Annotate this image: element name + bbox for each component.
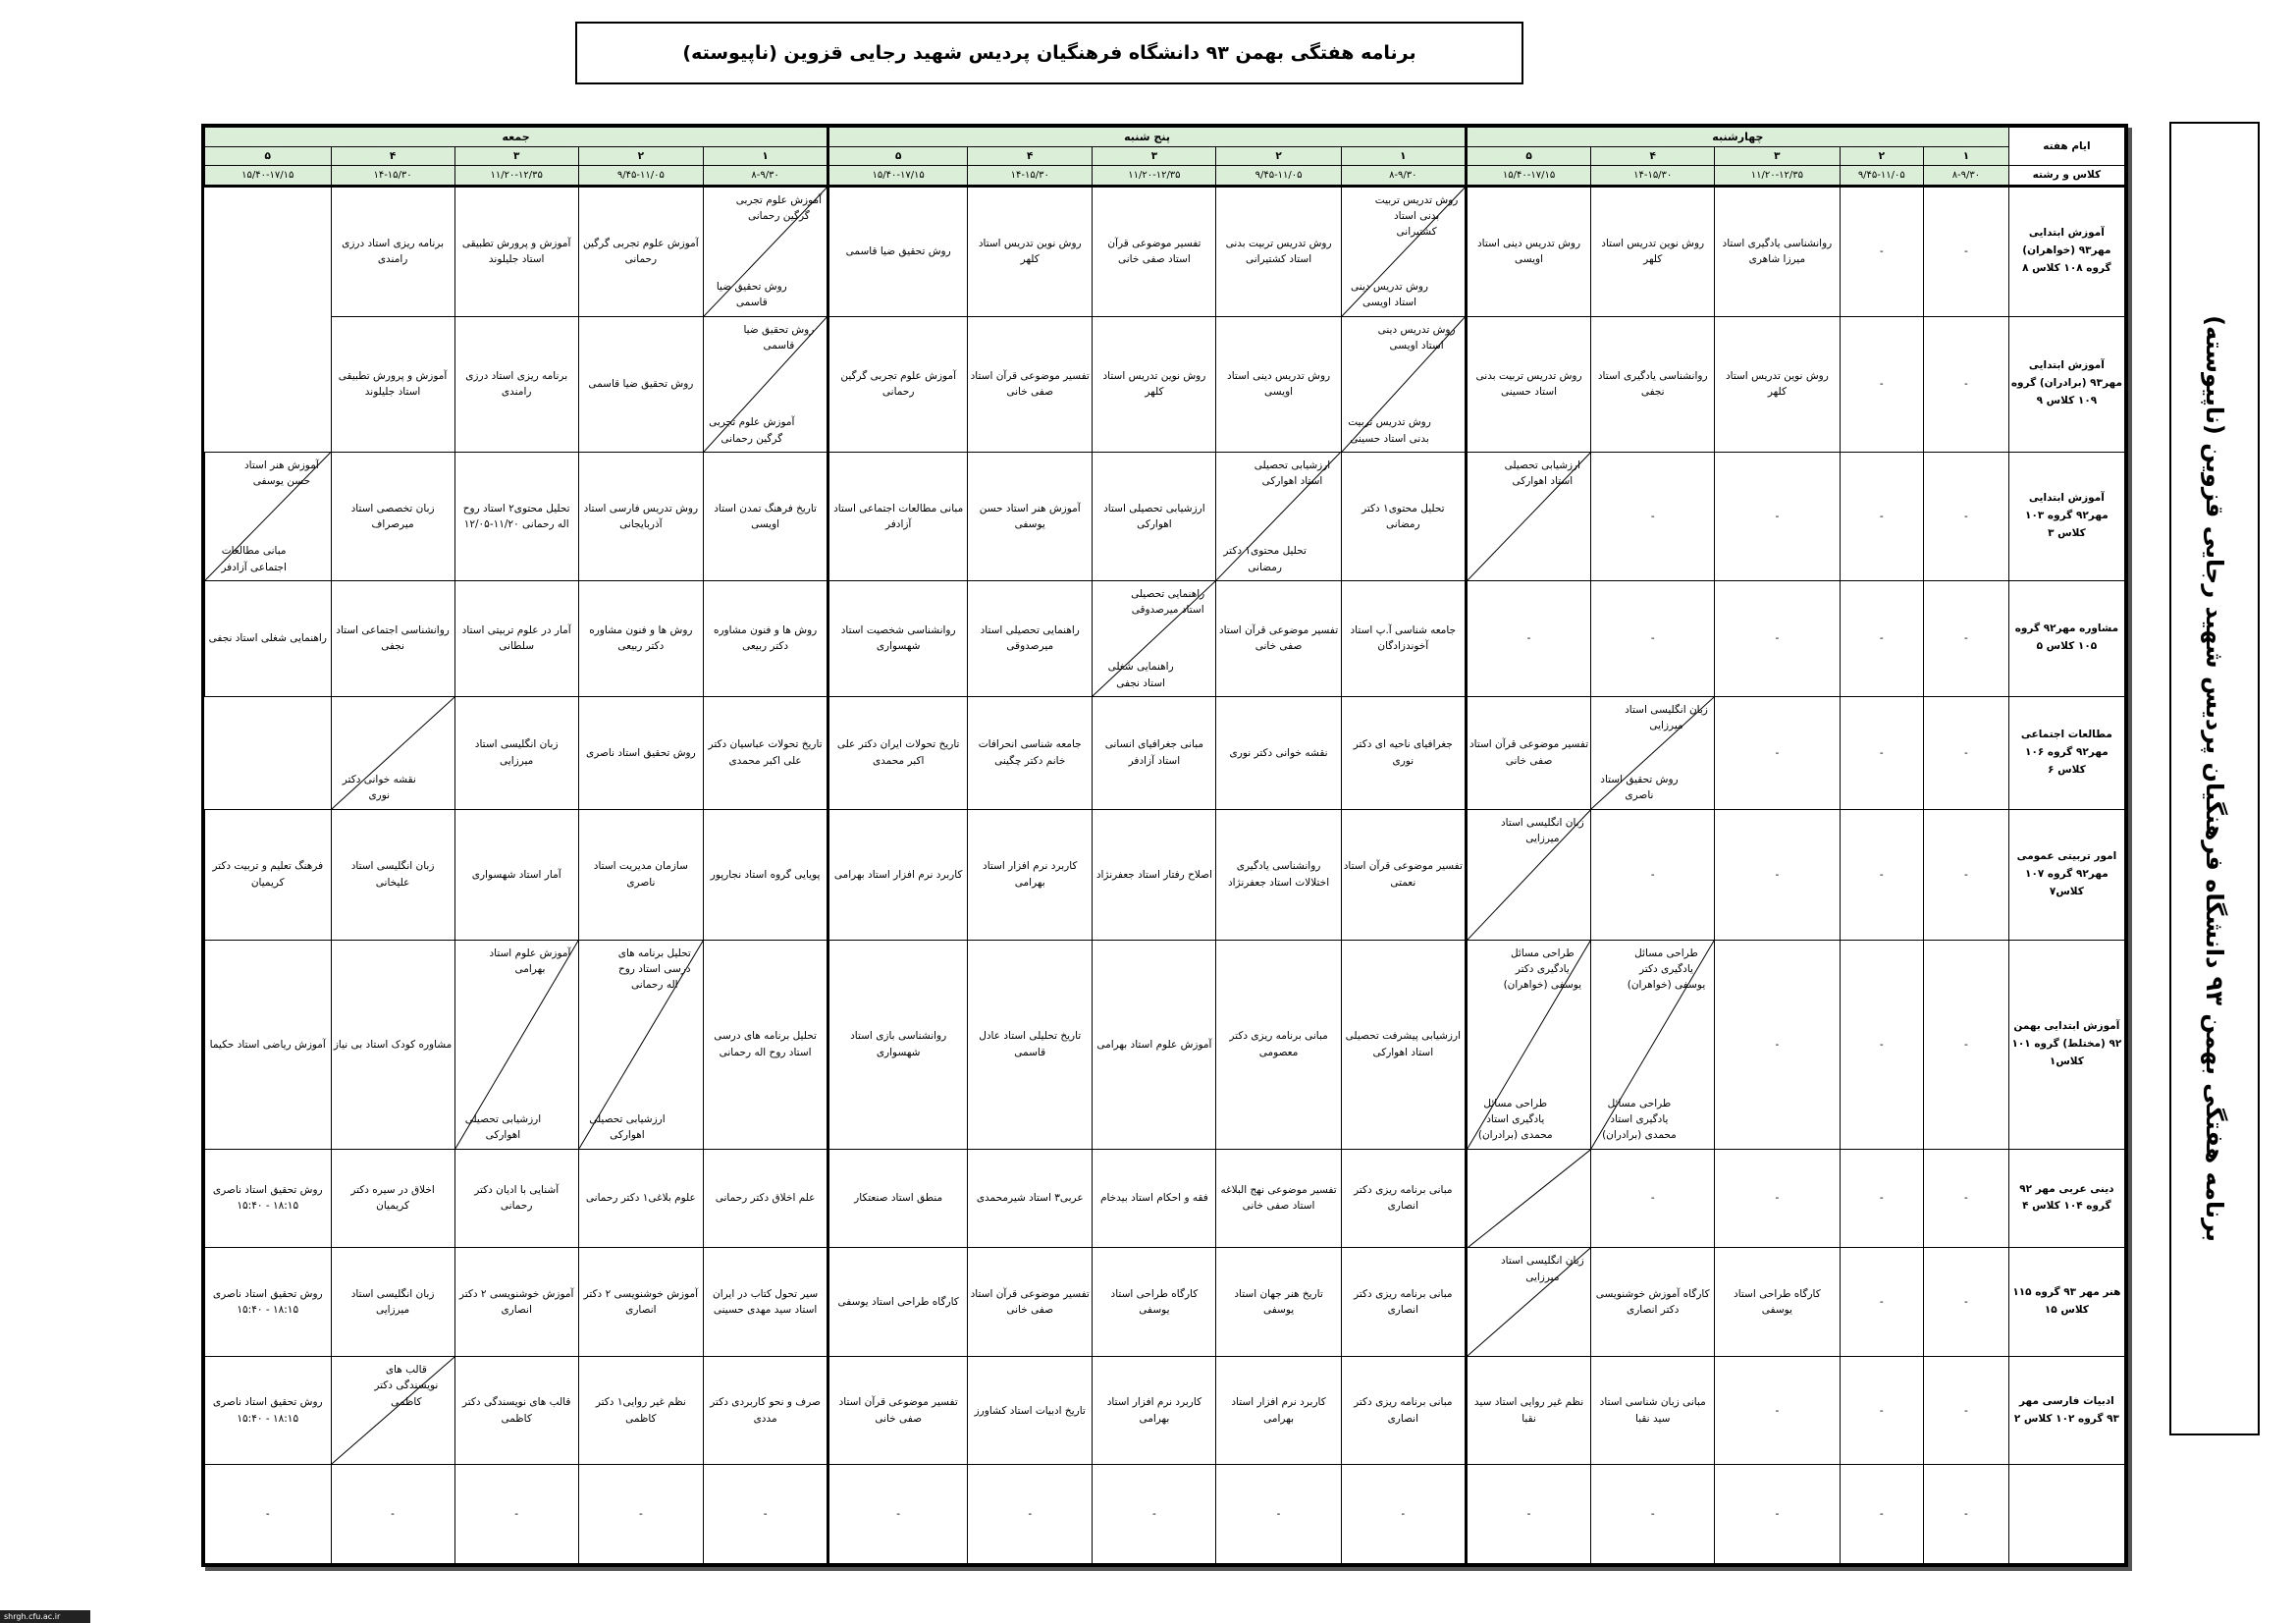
session-time: ۱۱/۲۰-۱۲/۳۵	[454, 166, 578, 186]
course-cell: روش نوین تدریس استاد کلهر	[1715, 316, 1840, 452]
split-course-cell	[1466, 1149, 1590, 1248]
course-cell: آموزش و پرورش تطبیقی استاد جلیلوند	[454, 186, 578, 316]
empty-slot: -	[1341, 1465, 1466, 1564]
course-cell: مبانی برنامه ریزی دکتر انصاری	[1341, 1248, 1466, 1357]
empty-slot: -	[1715, 580, 1840, 696]
schedule-row	[205, 1465, 2125, 1564]
empty-slot: -	[1840, 186, 1924, 316]
class-group-header: مشاوره مهر۹۲ گروه ۱۰۵ کلاس ۵	[2008, 580, 2124, 696]
course-cell: تحلیل محتوی۲ استاد روح اله رحمانی ۱۱/۲۰-۱۲/۰۵	[454, 452, 578, 580]
split-course-cell	[1466, 940, 1590, 1149]
empty-slot: -	[1715, 940, 1840, 1149]
course-cell: برنامه ریزی استاد درزی رامندی	[454, 316, 578, 452]
course-cell: تاریخ ادبیات استاد کشاورز	[968, 1357, 1093, 1465]
session-time: ۹/۴۵-۱۱/۰۵	[1840, 166, 1924, 186]
session-number: ۲	[578, 147, 703, 166]
class-group-header: آموزش ابتدایی بهمن ۹۲ (مختلط) گروه ۱۰۱ کلاس۱	[2008, 940, 2124, 1149]
split-course-cell	[1466, 452, 1590, 580]
session-number: ۱	[1341, 147, 1466, 166]
days-header-row	[205, 128, 2125, 147]
course-top: آموزش علوم تجربی گرگین رحمانی	[735, 193, 823, 222]
split-course-cell	[331, 696, 454, 809]
course-cell: روش ها و فنون مشاوره دکتر ربیعی	[703, 580, 828, 696]
course-cell: روانشناسی یادگیری استاد نجفی	[1591, 316, 1715, 452]
course-cell: روش ها و فنون مشاوره دکتر ربیعی	[578, 580, 703, 696]
session-time: ۹/۴۵-۱۱/۰۵	[578, 166, 703, 186]
course-bottom: روش تدریس تربیت بدنی استاد حسینی	[1348, 416, 1431, 445]
empty-slot: -	[1924, 940, 2009, 1149]
course-cell: فقه و احکام استاد بیدخام	[1093, 1149, 1216, 1248]
course-cell: نظم غیر روایی استاد سید نقبا	[1466, 1357, 1590, 1465]
course-cell: علم اخلاق دکتر رحمانی	[703, 1149, 828, 1248]
course-bottom: راهنمایی شغلی استاد نجفی	[1107, 661, 1174, 689]
schedule-row	[205, 452, 2125, 580]
class-group-header: آموزش ابتدایی مهر۹۲ گروه ۱۰۳ کلاس ۳	[2008, 452, 2124, 580]
empty-slot: -	[968, 1465, 1093, 1564]
session-number: ۱	[703, 147, 828, 166]
empty-slot: -	[1840, 1149, 1924, 1248]
session-time: ۸-۹/۳۰	[1924, 166, 2009, 186]
day-header: چهارشنبه	[1466, 128, 2008, 147]
schedule-row	[205, 1357, 2125, 1465]
empty-slot: -	[1924, 1357, 2009, 1465]
course-bottom: تحلیل محتوی۱ دکتر رمضانی	[1223, 545, 1307, 573]
course-cell: زبان انگلیسی استاد علیخانی	[331, 809, 454, 940]
course-top: زبان انگلیسی استاد میرزایی	[1625, 703, 1708, 732]
schedule-row	[205, 316, 2125, 452]
session-time: ۸-۹/۳۰	[703, 166, 828, 186]
course-cell: کارگاه آموزش خوشنویسی دکتر انصاری	[1591, 1248, 1715, 1357]
course-cell: نظم غیر روایی۱ دکتر کاظمی	[578, 1357, 703, 1465]
class-group-header: دینی عربی مهر ۹۲ گروه ۱۰۴ کلاس ۴	[2008, 1149, 2124, 1248]
empty-slot: -	[1093, 1465, 1216, 1564]
course-top: راهنمایی تحصیلی استاد میرصدوقی	[1131, 587, 1205, 617]
schedule-row	[205, 809, 2125, 940]
course-cell: مبانی برنامه ریزی دکتر انصاری	[1341, 1149, 1466, 1248]
course-cell: روش تحقیق ضیا قاسمی	[828, 186, 968, 316]
split-course-cell	[1216, 452, 1341, 580]
class-group-header: هنر مهر ۹۳ گروه ۱۱۵ کلاس ۱۵	[2008, 1248, 2124, 1357]
session-time: ۸-۹/۳۰	[1341, 166, 1466, 186]
empty-slot: -	[1715, 1465, 1840, 1564]
course-cell: مبانی زبان شناسی استاد سید نقبا	[1591, 1357, 1715, 1465]
empty-slot: -	[828, 1465, 968, 1564]
course-cell: جامعه شناسی آ.پ استاد آخوندزادگان	[1341, 580, 1466, 696]
course-cell: تحلیل برنامه های درسی استاد روح اله رحمانی	[703, 940, 828, 1149]
course-bottom: روش تحقیق ضیا قاسمی	[716, 281, 787, 309]
course-cell: زبان انگلیسی استاد میرزایی	[454, 696, 578, 809]
empty-slot: -	[1715, 809, 1840, 940]
schedule-table	[204, 127, 2125, 1564]
course-bottom: مبانی مطالعات اجتماعی آزادفر	[221, 545, 287, 573]
course-cell: تفسیر موضوعی قرآن استاد صفی خانی	[1466, 696, 1590, 809]
class-group-header: امور تربیتی عمومی مهر۹۲ گروه ۱۰۷ کلاس۷	[2008, 809, 2124, 940]
course-bottom: روش تدریس دینی استاد اویسی	[1351, 281, 1428, 309]
session-time: ۱۴-۱۵/۳۰	[968, 166, 1093, 186]
split-course-cell	[205, 452, 332, 580]
session-number: ۲	[1840, 147, 1924, 166]
empty-slot: -	[1591, 580, 1715, 696]
corner-cell	[2008, 128, 2124, 166]
empty-slot: -	[1924, 1149, 2009, 1248]
course-cell: مشاوره کودک استاد بی نیاز	[331, 940, 454, 1149]
course-cell: روش تدریس تربیت بدنی استاد حسینی	[1466, 316, 1590, 452]
course-cell: تاریخ تحولات ایران دکتر علی اکبر محمدی	[828, 696, 968, 809]
course-bottom: ارزشیابی تحصیلی اهوارکی	[464, 1112, 542, 1142]
course-cell: تفسیر موضوعی قرآن استاد صفی خانی	[968, 316, 1093, 452]
course-cell: روش نوین تدریس استاد کلهر	[968, 186, 1093, 316]
empty-slot: -	[1924, 580, 2009, 696]
day-header: پنج شنبه	[828, 128, 1467, 147]
course-cell: سیر تحول کتاب در ایران استاد سید مهدی حسینی	[703, 1248, 828, 1357]
weekly-schedule	[201, 124, 2128, 1567]
course-cell: کارگاه طراحی استاد یوسفی	[1093, 1248, 1216, 1357]
class-group-header: آموزش ابتدایی مهر۹۳ (برادران) گروه ۱۰۹ کلاس ۹	[2008, 316, 2124, 452]
course-cell: تاریخ فرهنگ تمدن استاد اویسی	[703, 452, 828, 580]
class-group-header: ادبیات فارسی مهر ۹۳ گروه ۱۰۲ کلاس ۲	[2008, 1357, 2124, 1465]
empty-slot: -	[1840, 696, 1924, 809]
course-cell: نقشه خوانی دکتر نوری	[1216, 696, 1341, 809]
session-time: ۱۴-۱۵/۳۰	[331, 166, 454, 186]
empty-slot: -	[1216, 1465, 1341, 1564]
course-cell: روانشناسی یادگیری اختلالات استاد جعفرنژاد	[1216, 809, 1341, 940]
course-cell: روش تدریس دینی استاد اویسی	[1216, 316, 1341, 452]
class-group-header: آموزش ابتدایی مهر۹۳ (خواهران) گروه ۱۰۸ کلاس ۸	[2008, 186, 2124, 316]
course-cell: مبانی جغرافیای انسانی استاد آزادفر	[1093, 696, 1216, 809]
course-cell: آموزش خوشنویسی ۲ دکتر انصاری	[454, 1248, 578, 1357]
course-cell: جامعه شناسی انحرافات خانم دکتر چگینی	[968, 696, 1093, 809]
course-cell: روش تدریس دینی استاد اویسی	[1466, 186, 1590, 316]
course-cell: کاربرد نرم افزار استاد بهرامی	[1093, 1357, 1216, 1465]
course-cell: تفسیر موضوعی نهج البلاغه استاد صفی خانی	[1216, 1149, 1341, 1248]
class-group-header	[2008, 1465, 2124, 1564]
course-cell: روانشناسی یادگیری استاد میرزا شاهری	[1715, 186, 1840, 316]
split-course-cell	[703, 316, 828, 452]
empty-slot: -	[1924, 316, 2009, 452]
course-top: زبان انگلیسی استاد میرزایی	[1500, 1255, 1584, 1283]
course-cell: روش تحقیق استاد ناصری	[578, 696, 703, 809]
course-bottom: نقشه خوانی دکتر نوری	[342, 774, 416, 802]
course-cell: مبانی برنامه ریزی دکتر انصاری	[1341, 1357, 1466, 1465]
empty-slot: -	[1715, 1357, 1840, 1465]
course-cell: آموزش و پرورش تطبیقی استاد جلیلوند	[331, 316, 454, 452]
course-top: طراحی مسائل یادگیری دکتر یوسفی (خواهران)	[1627, 947, 1706, 992]
course-cell: آمار در علوم تربیتی استاد سلطانی	[454, 580, 578, 696]
session-time: ۱۴-۱۵/۳۰	[1591, 166, 1715, 186]
split-course-cell	[703, 186, 828, 316]
course-top: روش تدریس تربیت بدنی استاد کشتیرانی	[1374, 193, 1459, 239]
course-cell: راهنمایی تحصیلی استاد میرصدوقی	[968, 580, 1093, 696]
course-cell: جغرافیای ناحیه ای دکتر نوری	[1341, 696, 1466, 809]
course-cell: مبانی برنامه ریزی دکتر معصومی	[1216, 940, 1341, 1149]
course-cell: ارزشیابی تحصیلی استاد اهوارکی	[1093, 452, 1216, 580]
course-cell: تحلیل محتوی۱ دکتر رمضانی	[1341, 452, 1466, 580]
course-cell: اخلاق در سیره دکتر کریمیان	[331, 1149, 454, 1248]
course-cell: علوم بلاغی۱ دکتر رحمانی	[578, 1149, 703, 1248]
session-number: ۵	[205, 147, 332, 166]
empty-slot: -	[1924, 1248, 2009, 1357]
side-title: برنامه هفتگی بهمن ۹۳ دانشگاه فرهنگیان پردیس شهید رجایی قزوین (ناپیوسته)	[2201, 315, 2229, 1242]
course-cell: تاریخ تحولات عباسیان دکتر علی اکبر محمدی	[703, 696, 828, 809]
course-cell: روش نوین تدریس استاد کلهر	[1093, 316, 1216, 452]
course-top: آموزش هنر استاد حسن یوسفی	[243, 459, 319, 488]
empty-slot: -	[1840, 316, 1924, 452]
course-top: روش تدریس دینی استاد اویسی	[1377, 323, 1456, 352]
empty-slot: -	[1840, 452, 1924, 580]
course-cell: آموزش علوم تجربی گرگین رحمانی	[828, 316, 968, 452]
split-course-cell	[1341, 186, 1466, 316]
empty-slot: -	[1924, 809, 2009, 940]
course-cell: آموزش ریاضی استاد حکیما	[205, 940, 332, 1149]
course-cell: مبانی مطالعات اجتماعی استاد آزادفر	[828, 452, 968, 580]
corner-days-label: ایام هفته	[2043, 140, 2091, 153]
day-header: جمعه	[205, 128, 828, 147]
course-cell: کاربرد نرم افزار استاد بهرامی	[968, 809, 1093, 940]
session-number: ۴	[968, 147, 1093, 166]
course-cell: روش نوین تدریس استاد کلهر	[1591, 186, 1715, 316]
course-top: قالب های نویسندگی دکتر کاظمی	[374, 1364, 439, 1408]
session-time: ۱۱/۲۰-۱۲/۳۵	[1715, 166, 1840, 186]
empty-slot: -	[1591, 452, 1715, 580]
course-top: آموزش علوم استاد بهرامی	[489, 947, 571, 976]
course-cell: روش تحقیق استاد ناصری ۱۸:۱۵ - ۱۵:۴۰	[205, 1149, 332, 1248]
split-course-cell	[454, 940, 578, 1149]
empty-slot: -	[205, 1465, 332, 1564]
empty-slot: -	[1715, 452, 1840, 580]
session-number: ۳	[1715, 147, 1840, 166]
course-top: تحلیل برنامه های درسی استاد روح اله رحمانی	[617, 947, 691, 992]
session-time: ۱۱/۲۰-۱۲/۳۵	[1093, 166, 1216, 186]
course-cell: تفسیر موضوعی قرآن استاد نعمتی	[1341, 809, 1466, 940]
course-top: طراحی مسائل یادگیری دکتر یوسفی (خواهران)	[1503, 947, 1582, 992]
course-cell: کارگاه طراحی استاد یوسفی	[828, 1248, 968, 1357]
empty-slot: -	[331, 1465, 454, 1564]
split-course-cell	[1466, 1248, 1590, 1357]
schedule-row	[205, 696, 2125, 809]
empty-slot: -	[1840, 1357, 1924, 1465]
session-number: ۲	[1216, 147, 1341, 166]
empty-slot: -	[1924, 452, 2009, 580]
course-cell: روش تحقیق استاد ناصری ۱۸:۱۵ - ۱۵:۴۰	[205, 1357, 332, 1465]
corner-class-label: کلاس و رشته	[2008, 166, 2124, 186]
footer-watermark: shrgh.cfu.ac.ir	[0, 1610, 90, 1623]
course-cell: آموزش هنر استاد حسن یوسفی	[968, 452, 1093, 580]
course-top: روش تحقیق ضیا قاسمی	[743, 323, 815, 352]
session-time: ۱۵/۴۰-۱۷/۱۵	[1466, 166, 1590, 186]
course-cell: عربی۳ استاد شیرمحمدی	[968, 1149, 1093, 1248]
course-cell: پویایی گروه استاد نجارپور	[703, 809, 828, 940]
session-number: ۱	[1924, 147, 2009, 166]
course-cell: آموزش علوم استاد بهرامی	[1093, 940, 1216, 1149]
course-cell: تاریخ هنر جهان استاد یوسفی	[1216, 1248, 1341, 1357]
empty-slot: -	[1924, 696, 2009, 809]
course-cell: روش تحقیق ضیا قاسمی	[578, 316, 703, 452]
course-cell: روانشناسی اجتماعی استاد نجفی	[331, 580, 454, 696]
empty-slot: -	[1924, 1465, 2009, 1564]
schedule-row	[205, 186, 2125, 316]
empty-slot: -	[1715, 696, 1840, 809]
course-cell: زبان تخصصی استاد میرصراف	[331, 452, 454, 580]
empty-slot: -	[1466, 1465, 1590, 1564]
course-cell: تفسیر موضوعی قرآن استاد صفی خانی	[828, 1357, 968, 1465]
course-top: ارزشیابی تحصیلی استاد اهوارکی	[1254, 459, 1331, 488]
course-bottom: روش تحقیق استاد ناصری	[1600, 774, 1679, 802]
empty-slot: -	[1840, 940, 1924, 1149]
course-bottom: آموزش علوم تجربی گرگین رحمانی	[709, 416, 795, 445]
empty-slot: -	[1591, 1149, 1715, 1248]
course-top: ارزشیابی تحصیلی استاد اهوارکی	[1504, 459, 1581, 488]
split-course-cell	[1093, 580, 1216, 696]
course-cell: اصلاح رفتار استاد جعفرنژاد	[1093, 809, 1216, 940]
empty-slot: -	[1840, 1465, 1924, 1564]
course-bottom: طراحی مسائل یادگیری استاد محمدی (برادران)	[1602, 1097, 1677, 1142]
empty-slot: -	[1591, 809, 1715, 940]
course-cell: کاربرد نرم افزار استاد بهرامی	[828, 809, 968, 940]
course-cell: زبان انگلیسی استاد میرزایی	[331, 1248, 454, 1357]
schedule-row	[205, 940, 2125, 1149]
empty-slot: -	[1715, 1149, 1840, 1248]
course-cell: راهنمایی شغلی استاد نجفی	[205, 580, 332, 696]
split-course-cell	[1591, 696, 1715, 809]
course-cell: آشنایی با ادیان دکتر رحمانی	[454, 1149, 578, 1248]
empty-slot: -	[1591, 1465, 1715, 1564]
course-cell: تفسیر موضوعی قرآن استاد صفی خانی	[1093, 186, 1216, 316]
side-title-box	[2169, 122, 2260, 1435]
course-cell: کاربرد نرم افزار استاد بهرامی	[1216, 1357, 1341, 1465]
session-number: ۵	[1466, 147, 1590, 166]
course-cell: آموزش علوم تجربی گرگین رحمانی	[578, 186, 703, 316]
empty-slot: -	[1924, 186, 2009, 316]
course-cell: روش تدریس تربیت بدنی استاد کشتیرانی	[1216, 186, 1341, 316]
session-time: ۹/۴۵-۱۱/۰۵	[1216, 166, 1341, 186]
split-course-cell	[1591, 940, 1715, 1149]
session-number: ۳	[1093, 147, 1216, 166]
course-cell: فرهنگ تعلیم و تربیت دکتر کریمیان	[205, 809, 332, 940]
session-time: ۱۵/۴۰-۱۷/۱۵	[828, 166, 968, 186]
schedule-row	[205, 1149, 2125, 1248]
course-cell: روش تدریس فارسی استاد آذربایجانی	[578, 452, 703, 580]
course-cell: منطق استاد صنعتکار	[828, 1149, 968, 1248]
schedule-row	[205, 1248, 2125, 1357]
session-time-row	[205, 166, 2125, 186]
course-cell: ارزشیابی پیشرفت تحصیلی استاد اهوارکی	[1341, 940, 1466, 1149]
course-cell: سازمان مدیریت استاد ناصری	[578, 809, 703, 940]
course-cell: قالب های نویسندگی دکتر کاظمی	[454, 1357, 578, 1465]
course-cell: تاریخ تحلیلی استاد عادل قاسمی	[968, 940, 1093, 1149]
course-cell: برنامه ریزی استاد درزی رامندی	[331, 186, 454, 316]
course-cell: روش تحقیق استاد ناصری ۱۸:۱۵ - ۱۵:۴۰	[205, 1248, 332, 1357]
diagonal-divider	[1468, 1150, 1590, 1248]
empty-slot: -	[1466, 580, 1590, 696]
course-cell: آموزش خوشنویسی ۲ دکتر انصاری	[578, 1248, 703, 1357]
empty-slot: -	[578, 1465, 703, 1564]
split-course-cell	[1341, 316, 1466, 452]
course-cell: تفسیر موضوعی قرآن استاد صفی خانی	[1216, 580, 1341, 696]
empty-slot: -	[1840, 809, 1924, 940]
session-number: ۴	[1591, 147, 1715, 166]
course-bottom: طراحی مسائل یادگیری استاد محمدی (برادران)	[1477, 1097, 1553, 1142]
split-course-cell	[331, 1357, 454, 1465]
course-bottom: ارزشیابی تحصیلی اهوارکی	[589, 1112, 666, 1142]
session-number: ۵	[828, 147, 968, 166]
split-course-cell	[1466, 809, 1590, 940]
empty-slot: -	[1840, 580, 1924, 696]
course-cell: روانشناسی بازی استاد شهسواری	[828, 940, 968, 1149]
empty-slot: -	[1840, 1248, 1924, 1357]
session-number: ۳	[454, 147, 578, 166]
split-course-cell	[578, 940, 703, 1149]
empty-slot: -	[454, 1465, 578, 1564]
course-cell: آمار استاد شهسواری	[454, 809, 578, 940]
session-number: ۴	[331, 147, 454, 166]
course-cell: صرف و نحو کاربردی دکتر مددی	[703, 1357, 828, 1465]
session-time: ۱۵/۴۰-۱۷/۱۵	[205, 166, 332, 186]
class-group-header: مطالعات اجتماعی مهر۹۲ گروه ۱۰۶ کلاس ۶	[2008, 696, 2124, 809]
empty-slot: -	[703, 1465, 828, 1564]
course-cell: تفسیر موضوعی قرآن استاد صفی خانی	[968, 1248, 1093, 1357]
course-cell: روانشناسی شخصیت استاد شهسواری	[828, 580, 968, 696]
session-number-row	[205, 147, 2125, 166]
schedule-row	[205, 580, 2125, 696]
page-title: برنامه هفتگی بهمن ۹۳ دانشگاه فرهنگیان پردیس شهید رجایی قزوین (ناپیوسته)	[575, 22, 1523, 84]
course-top: زبان انگلیسی استاد میرزایی	[1500, 816, 1584, 844]
course-cell: کارگاه طراحی استاد یوسفی	[1715, 1248, 1840, 1357]
